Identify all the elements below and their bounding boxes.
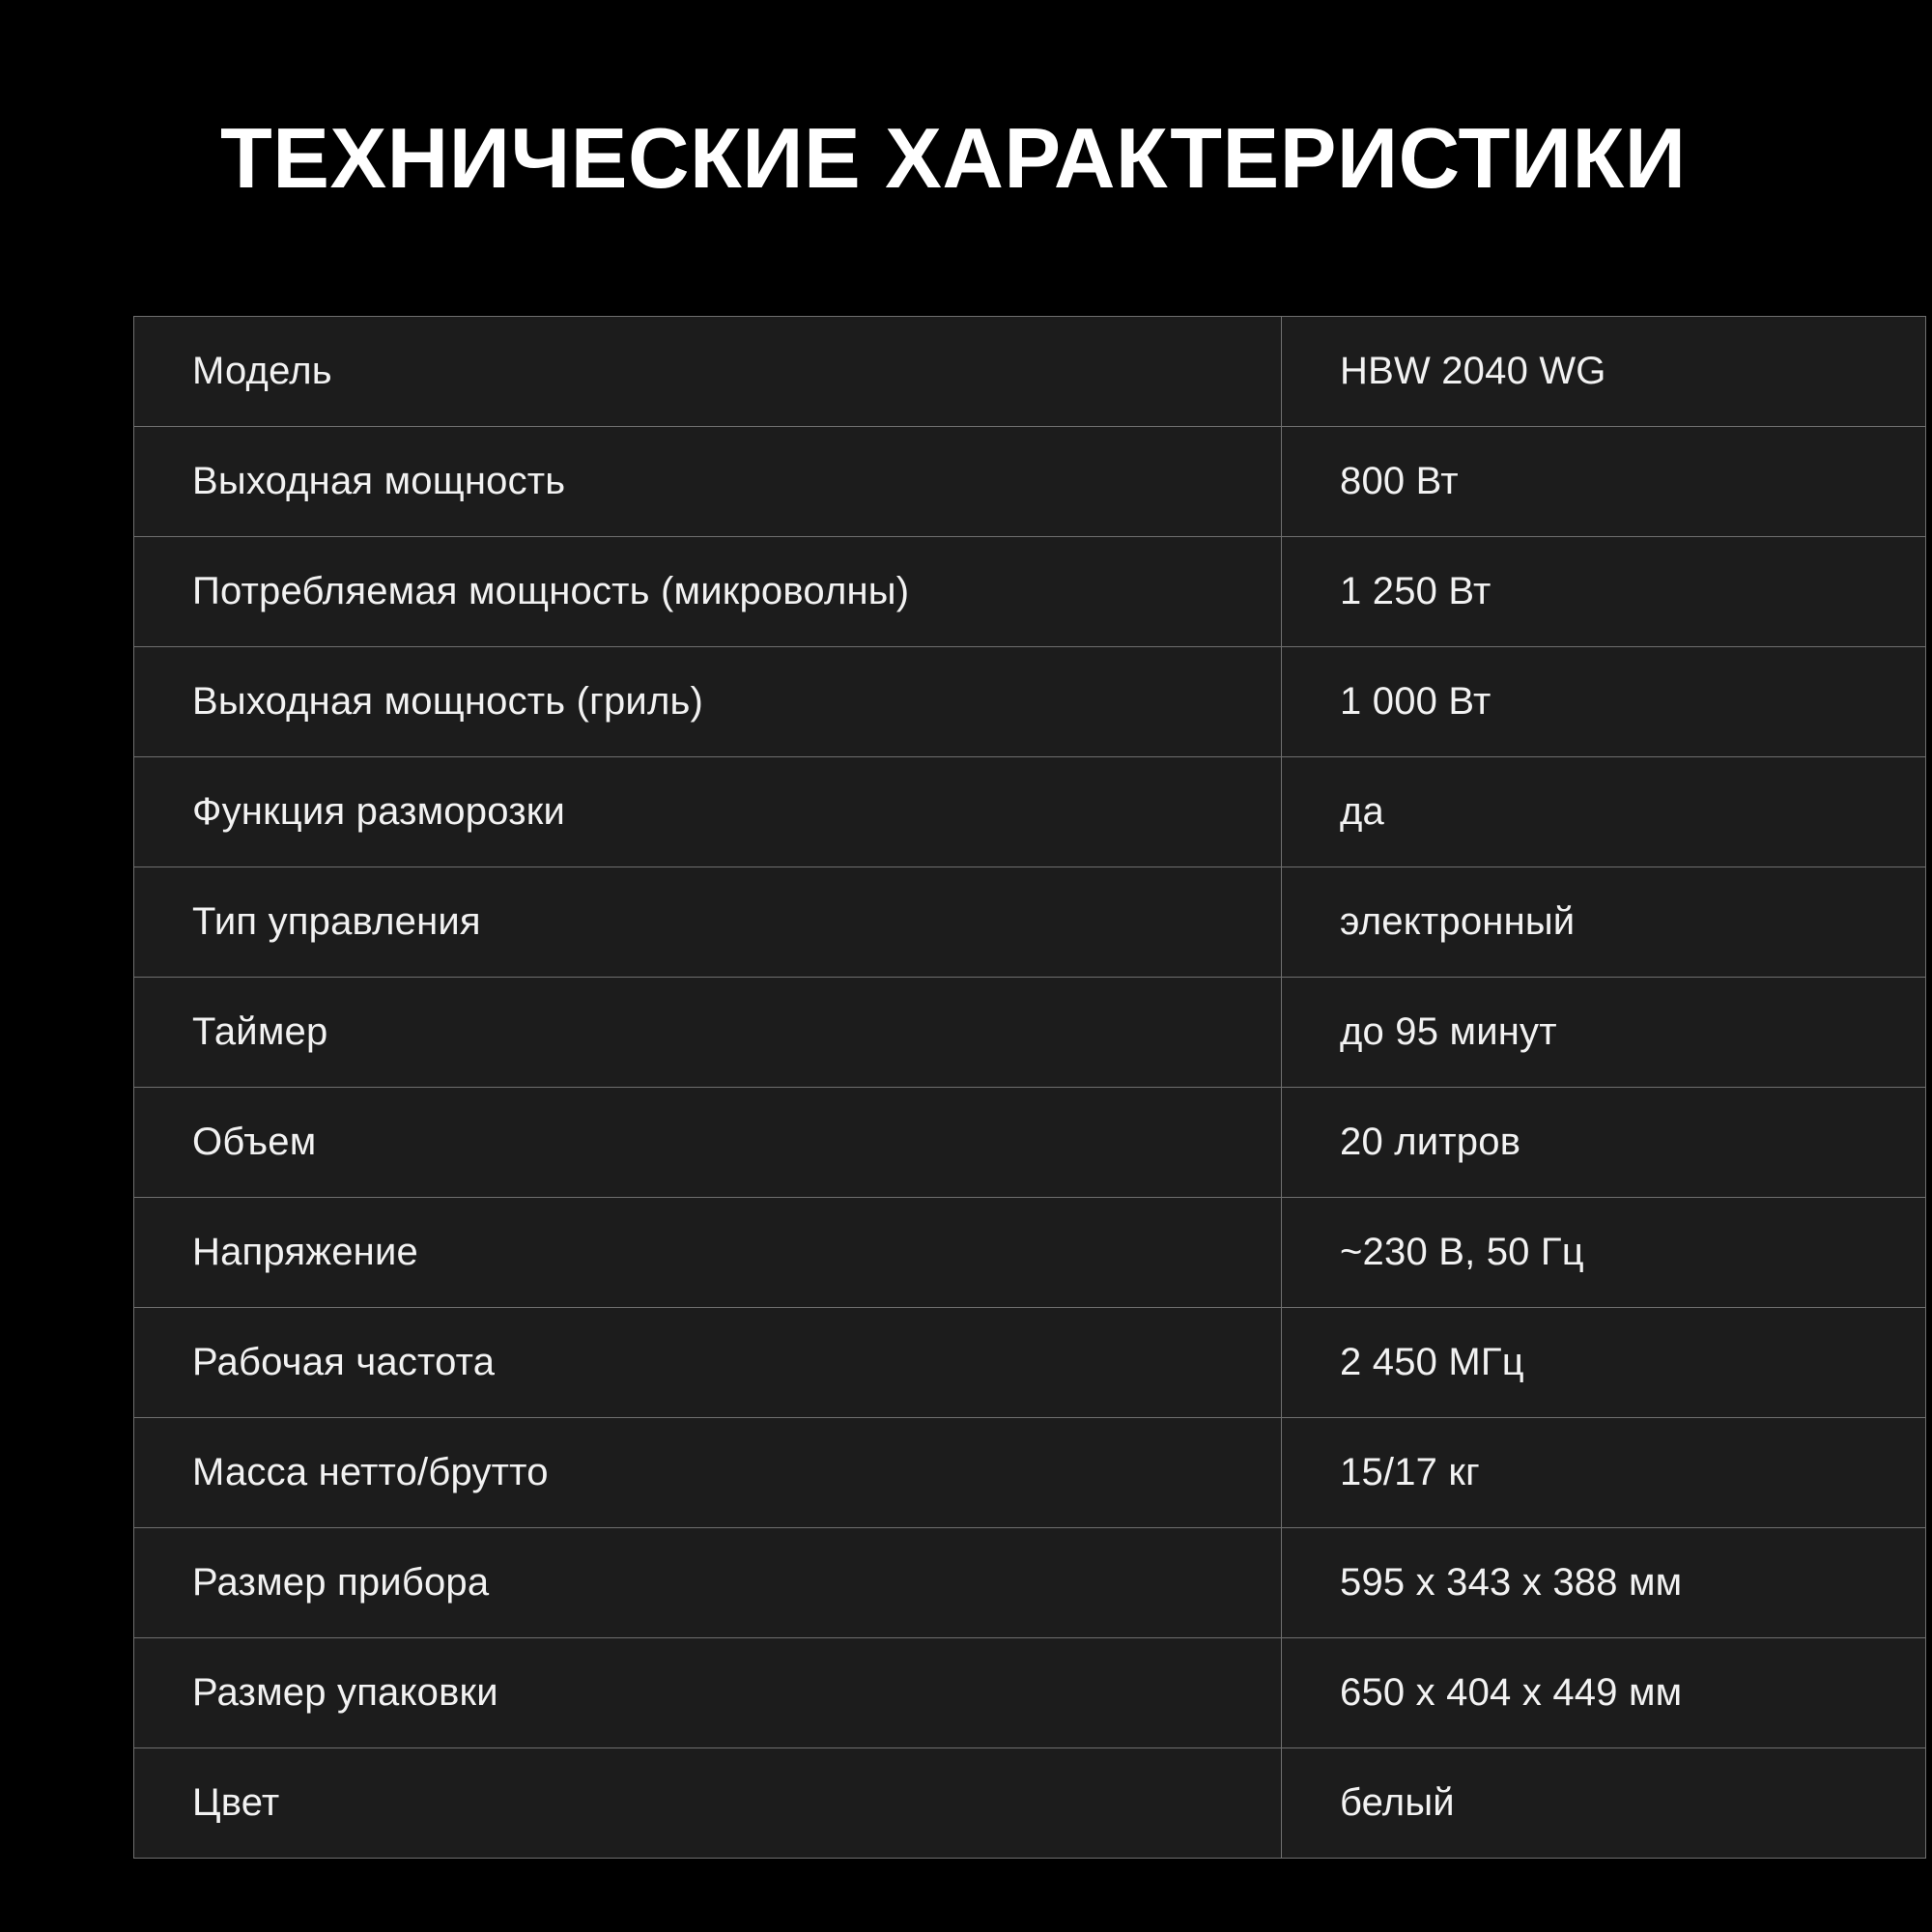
spec-value: 800 Вт	[1282, 427, 1926, 537]
spec-parameter: Объем	[134, 1088, 1282, 1198]
spec-value: 650 x 404 x 449 мм	[1282, 1638, 1926, 1748]
spec-parameter: Модель	[134, 317, 1282, 427]
table-row	[134, 317, 1926, 427]
spec-value: 1 000 Вт	[1282, 647, 1926, 757]
spec-value: 2 450 МГц	[1282, 1308, 1926, 1418]
spec-value: 1 250 Вт	[1282, 537, 1926, 647]
spec-parameter: Выходная мощность (гриль)	[134, 647, 1282, 757]
specifications-table-body	[134, 317, 1926, 1859]
spec-parameter: Потребляемая мощность (микроволны)	[134, 537, 1282, 647]
spec-parameter: Размер прибора	[134, 1528, 1282, 1638]
table-row	[134, 1418, 1926, 1528]
table-row	[134, 1638, 1926, 1748]
spec-parameter: Напряжение	[134, 1198, 1282, 1308]
table-row	[134, 867, 1926, 978]
spec-parameter: Размер упаковки	[134, 1638, 1282, 1748]
table-row	[134, 647, 1926, 757]
spec-parameter: Тип управления	[134, 867, 1282, 978]
spec-value: белый	[1282, 1748, 1926, 1859]
spec-parameter: Функция разморозки	[134, 757, 1282, 867]
table-row	[134, 1088, 1926, 1198]
table-row	[134, 427, 1926, 537]
spec-value: 20 литров	[1282, 1088, 1926, 1198]
table-row	[134, 1748, 1926, 1859]
spec-parameter: Цвет	[134, 1748, 1282, 1859]
specifications-table	[133, 316, 1926, 1859]
spec-value: HBW 2040 WG	[1282, 317, 1926, 427]
spec-parameter: Выходная мощность	[134, 427, 1282, 537]
spec-parameter: Масса нетто/брутто	[134, 1418, 1282, 1528]
spec-value: до 95 минут	[1282, 978, 1926, 1088]
spec-value: да	[1282, 757, 1926, 867]
table-row	[134, 978, 1926, 1088]
spec-value: ~230 В, 50 Гц	[1282, 1198, 1926, 1308]
spec-value: 15/17 кг	[1282, 1418, 1926, 1528]
spec-parameter: Таймер	[134, 978, 1282, 1088]
table-row	[134, 537, 1926, 647]
table-row	[134, 1528, 1926, 1638]
spec-value: 595 x 343 x 388 мм	[1282, 1528, 1926, 1638]
spec-value: электронный	[1282, 867, 1926, 978]
spec-parameter: Рабочая частота	[134, 1308, 1282, 1418]
page-title: ТЕХНИЧЕСКИЕ ХАРАКТЕРИСТИКИ	[220, 110, 1687, 206]
table-row	[134, 757, 1926, 867]
table-row	[134, 1198, 1926, 1308]
table-row	[134, 1308, 1926, 1418]
